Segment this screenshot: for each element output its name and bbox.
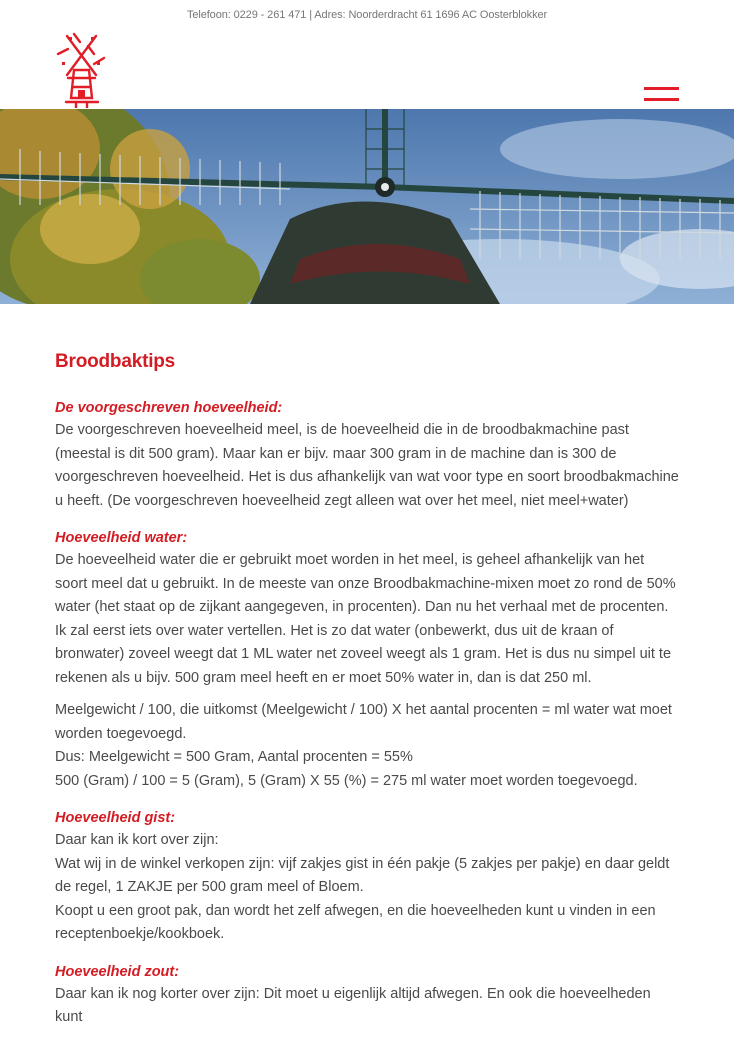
windmill-logo-icon[interactable] <box>54 32 108 108</box>
section-gist <box>55 807 680 947</box>
section-zout <box>55 961 680 1030</box>
section-text: Daar kan ik kort over zijn: <box>55 832 219 848</box>
section-text: Koopt u een groot pak, dan wordt het zelf afwegen, en die hoeveelheden kunt u vinden in een receptenboekje/kookboek. <box>55 902 656 942</box>
page-title: Broodbaktips <box>55 351 176 372</box>
section-title: De voorgeschreven hoeveelheid: <box>55 400 283 416</box>
section-text: Dus: Meelgewicht = 500 Gram, Aantal procenten = 55% <box>55 749 413 765</box>
site-header <box>0 30 734 109</box>
contact-bar: Telefoon: 0229 - 261 471 | Adres: Noorderdracht 61 1696 AC Oosterblokker <box>186 9 548 21</box>
section-text: De hoeveelheid water die er gebruikt moet worden in het meel, is geheel afhankelijk van het soort meel dat u gebruikt. In de meeste van onze Broodbakmachine-mixen moet zo rond de 50% water (het staat op de zijkant aangegeven, in procenten). Dan nu het verhaal met de procenten. Ik zal eerst iets over water vertellen. Het is zo dat water (onbewerkt, dus uit de kraan of bronwater) zoveel weegt dat 1 ML water net zoveel weegt als 1 gram. Het is dus nu simpel uit te rekenen als u bijv. 500 gram meel heeft en er moet 50% water in, dan is dat 250 ml. <box>55 552 676 686</box>
section-title: Hoeveelheid gist: <box>55 810 176 826</box>
section-text: 500 (Gram) / 100 = 5 (Gram), 5 (Gram) X 55 (%) = 275 ml water moet worden toegevoegd. <box>55 772 638 789</box>
main-content <box>55 351 680 1044</box>
section-text: Daar kan ik nog korter over zijn: Dit moet u eigenlijk altijd afwegen. En ook die hoeveelheden kunt <box>55 985 651 1025</box>
section-text: De voorgeschreven hoeveelheid meel, is de hoeveelheid die in de broodbakmachine past (meestal is dit 500 gram). Maar kan er bijv. maar 300 gram in de machine dan is 300 de voorgeschreven hoeveelheid. Het is dus afhankelijk van wat voor type en soort broodbakmachine u heeft. (De voorgeschreven hoeveelheid zegt alleen wat over het meel, niet meel+water) <box>55 422 679 509</box>
section-title: Hoeveelheid zout: <box>55 963 180 980</box>
section-water <box>55 527 680 793</box>
section-voorgeschreven <box>55 397 680 513</box>
hero-windmill-photo <box>0 109 734 304</box>
section-text: Meelgewicht / 100, die uitkomst (Meelgewicht / 100) X het aantal procenten = ml water wat moet worden toegevoegd. <box>55 702 672 742</box>
section-title: Hoeveelheid water: <box>55 530 188 546</box>
section-text: Wat wij in de winkel verkopen zijn: vijf zakjes gist in één pakje (5 zakjes per pakje) en daar geldt de regel, 1 ZAKJE per 500 gram meel of Bloem. <box>55 855 670 895</box>
